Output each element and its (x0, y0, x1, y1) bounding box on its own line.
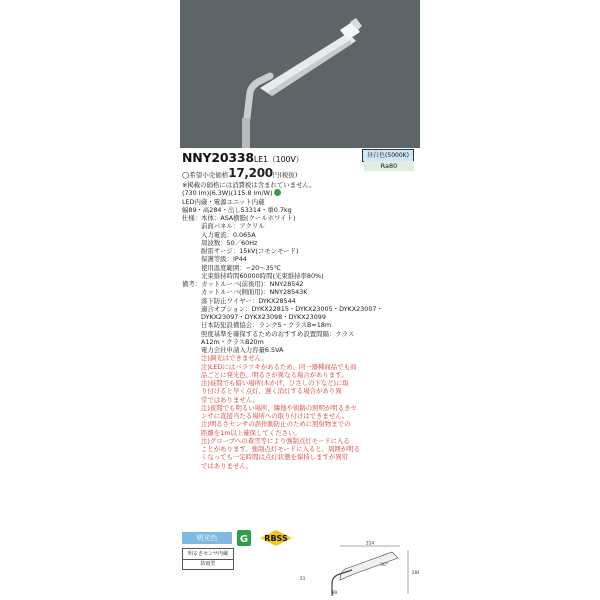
svg-text:G: G (239, 534, 249, 545)
ra-badge: Ra80 (364, 161, 414, 171)
remarks-line-7: 照度基準を確保するためのおすすめ設置間隔：クラス (201, 329, 355, 338)
front-panel-line: 前面パネル：アクリル (201, 222, 265, 231)
dimension-diagram (296, 540, 420, 596)
g-mark-icon (237, 530, 251, 546)
color-temperature-badge: 昼白色(5000K) (362, 149, 414, 162)
protection-line: 保護等級：IP44 (201, 255, 247, 264)
note-line: ことがあります。強制点灯モードに入ると、周囲が明る (201, 445, 360, 453)
remarks-line-6: 日本防犯設備協会：ランクS・クラスB=18m (201, 321, 332, 330)
height-dimension-label: 284 (412, 570, 420, 575)
note-line: り付けると早く点灯、遅く消灯する場合があり異 (201, 387, 342, 396)
note-line: 注)昼間でも暗い場所(木かげ、ひさしの下など)に取 (201, 379, 349, 387)
material-line: 仕様：本体：ASA樹脂(クールホワイト) (182, 214, 296, 222)
price-line (182, 166, 297, 180)
remarks-line-9: 電力会社申請入力容量6.5VA (201, 346, 284, 354)
flux-line (182, 189, 418, 197)
light-color-badge: 明光色 (182, 532, 232, 544)
input-current-line: 入力電流：0.065A (201, 230, 256, 239)
note-line: 注)グローブへの着雪等により強制点灯モードに入る (201, 436, 350, 445)
price-prefix: ◯希望小売価格 (182, 171, 229, 179)
frequency-line: 周波数：50／60Hz (201, 238, 258, 247)
tax-note: ※掲載の価格には消費税は含まれていません。 (182, 181, 316, 189)
remarks-line-2: カットルーバ(側面用)：NNY28543K (201, 288, 308, 297)
model-number (182, 150, 303, 165)
note-line: 品ごとに発光色、明るさが異なる場合があります。 (201, 370, 348, 379)
note-line: 注)明るさセンサの誤作動防止のために照射物までの (201, 420, 351, 429)
rainproof-box: 防雨型 (182, 559, 234, 570)
dimensions-line: 幅89・高284・出し53314・重0.7kg (182, 205, 292, 214)
width-dimension-label: 314 (365, 541, 375, 547)
temperature-line: 使用温度範囲：−20〜35℃ (201, 263, 281, 272)
note-line: ではありません。 (201, 461, 253, 470)
note-line: 距離を1m以上確保してください。 (201, 428, 301, 437)
price-suffix: 円(税抜) (272, 171, 298, 179)
svg-text:RBSS: RBSS (264, 534, 288, 543)
led-line: LED内蔵・電源ユニット内蔵 (182, 197, 265, 206)
remarks-line-1: 備考：カットルーバ(前後用)：NNY28542 (182, 280, 304, 288)
price-value: 17,200 (228, 166, 273, 180)
note-line: ンサに直接当たる場所への取り付けはできません。 (201, 412, 349, 420)
product-photo (180, 0, 420, 148)
green-mark-icon (274, 189, 281, 196)
note-line: 注)調光はできません。 (201, 354, 268, 363)
note-line: くなっても一定時間は点灯状態を保持しますが異常 (201, 453, 348, 462)
note-line: 常ではありません。 (201, 395, 259, 404)
model-code: NNY20338 (182, 150, 254, 165)
remarks-line-4: 適合オプション：DYKX22815・DYKX23005・DYKX23007・ (201, 304, 383, 313)
surge-line: 耐雷サージ：15kV(コモンモード) (201, 247, 299, 255)
sensor-box: 明るさセンサ内蔵 (182, 548, 234, 560)
note-line: 注)夜間でも明るい場所、隣地や街路の照明が明るきセ (201, 403, 357, 412)
remarks-line-8: A12m・クラスB20m (201, 337, 264, 346)
angle-label: 30° (380, 563, 388, 568)
side-dimension-label: 53 (300, 576, 306, 581)
rbss-logo-icon (254, 529, 298, 547)
street-light-illustration (180, 0, 420, 148)
remarks-line-3: 落下防止ワイヤー：DYKX28544 (201, 296, 296, 305)
spec-list (182, 181, 418, 470)
note-line: 注)LEDにはバラツキがあるため、同一器種商品でも商 (201, 362, 357, 371)
remarks-line-5: DYKX23097・DYKX23098・DYKX23099 (201, 313, 326, 321)
flux-value: (730 lm)(6.3W)(115.8 lm/W) (182, 189, 273, 198)
model-row (182, 149, 420, 170)
model-suffix: LE1（100V） (253, 155, 304, 164)
base-dimension-label: 89 (332, 590, 338, 595)
life-line: 光束維持時間60000時間(光束維持率80%) (201, 271, 324, 280)
